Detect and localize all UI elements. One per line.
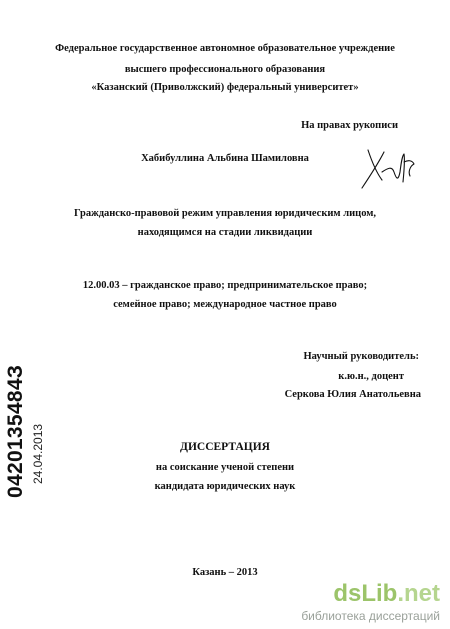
watermark-brand-domain: .net bbox=[397, 580, 440, 607]
specialty-line-2: семейное право; международное частное право bbox=[113, 299, 337, 310]
manuscript-note: На правах рукописи bbox=[301, 120, 398, 131]
library-stamp-date: 24.04.2013 bbox=[31, 423, 45, 484]
header-line-2: высшего профессионального образования bbox=[124, 64, 326, 75]
handwritten-signature bbox=[358, 142, 420, 194]
place-year: Казань – 2013 bbox=[192, 567, 258, 578]
dslib-watermark bbox=[301, 581, 440, 623]
degree-line-2: кандидата юридических наук bbox=[154, 481, 296, 492]
watermark-brand-main: dsLib bbox=[333, 580, 398, 607]
header-line-3: «Казанский (Приволжский) федеральный университет» bbox=[91, 82, 359, 93]
supervisor-label: Научный руководитель: bbox=[303, 351, 419, 362]
watermark-subtitle: библиотека диссертаций bbox=[301, 609, 440, 623]
title-line-1: Гражданско-правовой режим управления юридическим лицом, bbox=[73, 208, 377, 219]
library-stamp-number: 0420135484З bbox=[4, 364, 27, 498]
degree-line-1: на соискание ученой степени bbox=[155, 462, 295, 473]
dissertation-heading: ДИССЕРТАЦИЯ bbox=[180, 441, 270, 453]
supervisor-name: Серкова Юлия Анатольевна bbox=[284, 389, 421, 400]
author-name: Хабибуллина Альбина Шамиловна bbox=[141, 153, 309, 164]
title-line-2: находящимся на стадии ликвидации bbox=[137, 227, 313, 238]
supervisor-degree: к.ю.н., доцент bbox=[338, 371, 404, 382]
specialty-line-1: 12.00.03 – гражданское право; предпринимательское право; bbox=[82, 280, 368, 291]
watermark-brand bbox=[301, 581, 440, 607]
header-line-1: Федеральное государственное автономное образовательное учреждение bbox=[55, 43, 395, 54]
